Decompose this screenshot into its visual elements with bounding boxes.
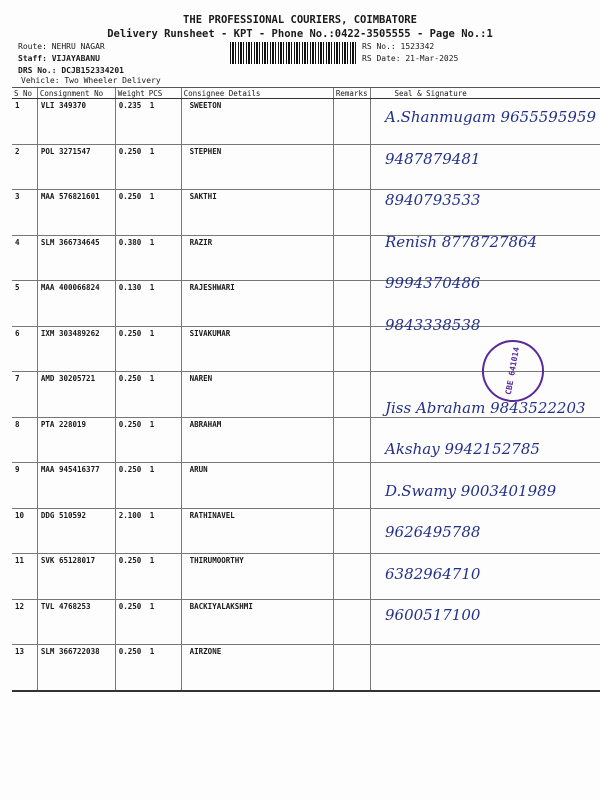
remarks [333,463,370,509]
remarks [333,645,370,691]
consignee-name: NAREN [181,372,333,418]
table-row [12,645,600,691]
staff: Staff: VIJAYABANU [18,54,100,63]
weight: 0.250 [115,190,147,236]
sno: 6 [12,326,37,372]
sno: 13 [12,645,37,691]
weight: 0.235 [115,99,147,145]
pcs: 1 [147,463,181,509]
col-sno: S No [12,88,37,99]
col-consignment: Consignment No [37,88,115,99]
consignment-no: MAA 400066824 [37,281,115,327]
consignment-no: VLI 349370 [37,99,115,145]
col-signature: Seal & Signature [370,88,600,99]
weight: 0.130 [115,281,147,327]
remarks [333,508,370,554]
remarks [333,235,370,281]
consignment-no: SLM 366734645 [37,235,115,281]
consignment-no: PTA 228019 [37,417,115,463]
remarks [333,144,370,190]
handwritten-signature: 9843338538 [385,315,481,334]
weight: 0.250 [115,599,147,645]
seal-stamp: CBE 641014 [477,335,549,407]
pcs: 1 [147,235,181,281]
sno: 12 [12,599,37,645]
col-weight: Weight [115,88,147,99]
pcs: 1 [147,326,181,372]
pcs: 1 [147,190,181,236]
pcs: 1 [147,144,181,190]
remarks [333,99,370,145]
col-consignee: Consignee Details [181,88,333,99]
sno: 1 [12,99,37,145]
sno: 2 [12,144,37,190]
consignee-name: STEPHEN [181,144,333,190]
sno: 9 [12,463,37,509]
consignee-name: RAZIR [181,235,333,281]
pcs: 1 [147,554,181,600]
col-pcs: PCS [147,88,181,99]
consignment-no: DDG 510592 [37,508,115,554]
consignee-name: ARUN [181,463,333,509]
remarks [333,372,370,418]
handwritten-signature: 6382964710 [385,564,481,583]
table-row [12,281,600,327]
sno: 10 [12,508,37,554]
consignee-name: SAKTHI [181,190,333,236]
weight: 0.250 [115,144,147,190]
col-remarks: Remarks [333,88,370,99]
handwritten-signature: 9994370486 [385,274,481,292]
table-row [12,190,600,236]
sno: 8 [12,417,37,463]
remarks [333,599,370,645]
pcs: 1 [147,417,181,463]
table-row [12,554,600,600]
consignment-no: SVK 65128017 [37,554,115,600]
consignment-no: IXM 303489262 [37,326,115,372]
drs-no: DRS No.: DCJB152334201 [18,66,124,75]
consignment-no: POL 3271547 [37,144,115,190]
table-row [12,599,600,645]
sno: 7 [12,372,37,418]
consignee-name: BACKIYALAKSHMI [181,599,333,645]
signature-cell [370,645,600,691]
handwritten-signature: 8940793533 [385,191,481,209]
handwritten-signature: A.Shanmugam 9655595959 [385,108,596,126]
remarks [333,554,370,600]
weight: 0.250 [115,417,147,463]
consignee-name: SIVAKUMAR [181,326,333,372]
handwritten-signature: 9487879481 [385,149,481,168]
handwritten-signature: D.Swamy 9003401989 [385,481,557,500]
remarks [333,281,370,327]
runsheet-subtitle: Delivery Runsheet - KPT - Phone No.:0422-3505555 - Page No.:1 [107,28,493,40]
pcs: 1 [147,372,181,418]
remarks [333,326,370,372]
weight: 0.250 [115,372,147,418]
handwritten-signature: Jiss Abraham 9843522203 [385,398,586,417]
sno: 3 [12,190,37,236]
barcode [230,42,358,64]
consignee-name: THIRUMOORTHY [181,554,333,600]
rs-date: RS Date: 21-Mar-2025 [362,54,459,63]
vehicle: Vehicle: Two Wheeler Delivery [21,76,161,85]
pcs: 1 [147,508,181,554]
consignee-name: RAJESHWARI [181,281,333,327]
handwritten-signature: 9626495788 [385,523,481,541]
consignee-name: AIRZONE [181,645,333,691]
consignment-no: MAA 576821601 [37,190,115,236]
consignment-no: SLM 366722038 [37,645,115,691]
weight: 0.250 [115,554,147,600]
handwritten-signature: Akshay 9942152785 [385,440,540,458]
company-title: THE PROFESSIONAL COURIERS, COIMBATORE [183,14,417,26]
consignment-no: AMD 30205721 [37,372,115,418]
sno: 4 [12,235,37,281]
table-row [12,144,600,190]
handwritten-signature: Renish 8778727864 [385,232,538,251]
sno: 5 [12,281,37,327]
consignment-no: TVL 4768253 [37,599,115,645]
remarks [333,190,370,236]
table-row [12,508,600,554]
consignee-name: RATHINAVEL [181,508,333,554]
consignment-no: MAA 945416377 [37,463,115,509]
sno: 11 [12,554,37,600]
consignee-name: SWEETON [181,99,333,145]
consignee-name: ABRAHAM [181,417,333,463]
handwritten-signature: 9600517100 [385,606,481,624]
weight: 0.250 [115,326,147,372]
weight: 0.250 [115,645,147,691]
weight: 0.380 [115,235,147,281]
pcs: 1 [147,599,181,645]
route: Route: NEHRU NAGAR [18,42,105,51]
remarks [333,417,370,463]
pcs: 1 [147,281,181,327]
rs-no: RS No.: 1523342 [362,42,435,51]
weight: 0.250 [115,463,147,509]
pcs: 1 [147,645,181,691]
weight: 2.100 [115,508,147,554]
pcs: 1 [147,99,181,145]
